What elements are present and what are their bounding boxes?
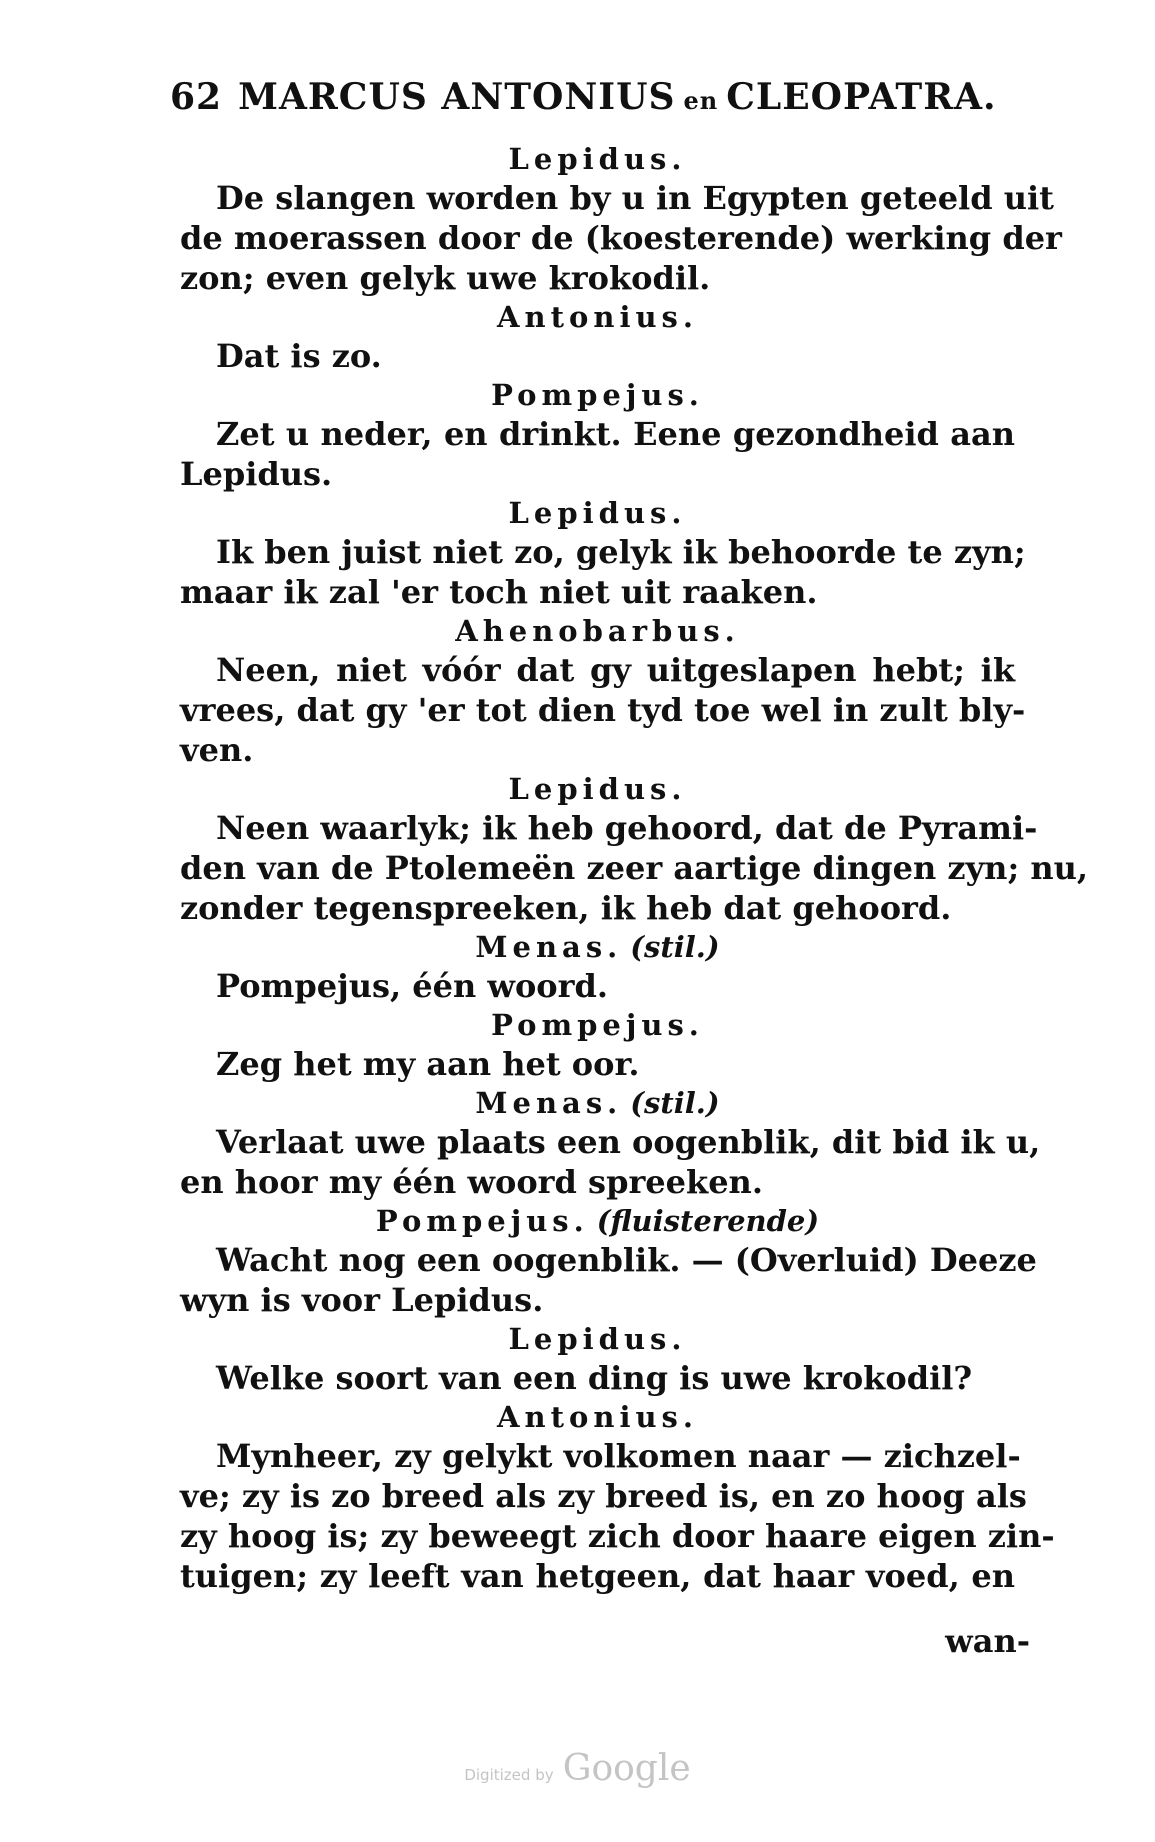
speech-line: Pompejus, één woord. <box>216 967 609 1005</box>
dialogue-block <box>180 928 1015 1006</box>
speaker-name: Pompejus. <box>491 378 704 412</box>
speaker-name: Menas. <box>475 930 623 964</box>
speaker-name: Menas. <box>475 1086 623 1120</box>
speech-line: Mynheer, zy gelykt volkomen naar — zichzel- <box>216 1437 1021 1475</box>
catchword: wan- <box>945 1622 1030 1660</box>
speaker-heading <box>180 1202 1015 1240</box>
running-title-part2: CLEOPATRA. <box>726 76 997 118</box>
dialogue-block <box>180 1202 1037 1320</box>
speech-line: Neen waarlyk; ik heb gehoord, dat de Pyrami- <box>216 809 1038 847</box>
dialogue-block <box>180 298 1015 376</box>
speech-line: Ik ben juist niet zo, gelyk ik behoorde te zyn; <box>216 533 1026 571</box>
dialogue-block <box>180 612 1026 770</box>
speaker-name: Lepidus. <box>508 772 687 806</box>
speech-line: Welke soort van een ding is uwe krokodil? <box>216 1359 973 1397</box>
speaker-name: Pompejus. <box>375 1204 589 1238</box>
speech-line: Neen, niet vóór dat gy uitgeslapen hebt; ik <box>216 651 1015 689</box>
speech <box>180 808 1089 928</box>
dialogue-block <box>180 1006 1015 1084</box>
speech <box>180 966 1015 1006</box>
speaker-name: Lepidus. <box>508 142 687 176</box>
dialogue-block <box>180 140 1062 298</box>
speech-line: zy hoog is; zy beweegt zich door haare eigen zin- <box>180 1517 1055 1555</box>
speaker-heading <box>180 928 1015 966</box>
speech-line: zon; even gelyk uwe krokodil. <box>180 259 711 297</box>
speaker-name: Ahenobarbus. <box>455 614 740 648</box>
speech <box>180 1044 1015 1084</box>
digitization-watermark <box>0 1748 1155 1789</box>
dialogue-block <box>180 494 1026 612</box>
speech <box>180 1122 1041 1202</box>
speech-line: Zet u neder, en drinkt. Eene gezondheid aan <box>216 415 1015 453</box>
stage-direction: (stil.) <box>630 1086 720 1120</box>
speech-line: Dat is zo. <box>216 337 382 375</box>
dialogue-block <box>180 1398 1055 1596</box>
speech-line: wyn is voor Lepidus. <box>180 1281 544 1319</box>
stage-direction: (fluisterende) <box>596 1204 820 1238</box>
speech-line: Wacht nog een oogenblik. — (Overluid) Deeze <box>216 1241 1037 1279</box>
speaker-name: Pompejus. <box>491 1008 704 1042</box>
speech-line: en hoor my één woord spreeken. <box>180 1163 763 1201</box>
speech-line: vrees, dat gy 'er tot dien tyd toe wel in zult bly- <box>180 691 1026 729</box>
speaker-name: Antonius. <box>497 1400 698 1434</box>
speech-line: tuigen; zy leeft van hetgeen, dat haar voed, en <box>180 1557 1015 1595</box>
watermark-prefix: Digitized by <box>464 1766 554 1784</box>
running-title-part1: MARCUS ANTONIUS <box>238 76 676 118</box>
speech-line: den van de Ptolemeën zeer aartige dingen zyn; nu, <box>180 849 1089 887</box>
dialogue-block <box>180 1084 1041 1202</box>
speech <box>180 1358 1015 1398</box>
speech <box>180 414 1015 494</box>
speech-line: zonder tegenspreeken, ik heb dat gehoord. <box>180 889 952 927</box>
speech <box>180 1436 1055 1596</box>
speech-line: maar ik zal 'er toch niet uit raaken. <box>180 573 818 611</box>
speaker-heading <box>180 1084 1015 1122</box>
running-title-connector: en <box>683 86 719 115</box>
speech <box>180 336 1015 376</box>
speech <box>180 532 1026 612</box>
speech-line: Lepidus. <box>180 455 333 493</box>
running-head <box>170 76 997 118</box>
speaker-name: Lepidus. <box>508 496 687 530</box>
speaker-name: Lepidus. <box>508 1322 687 1356</box>
speech-line: ve; zy is zo breed als zy breed is, en zo hoog als <box>180 1477 1027 1515</box>
dialogue-block <box>180 770 1089 928</box>
speech <box>180 1240 1037 1320</box>
speech-line: De slangen worden by u in Egypten geteeld uit <box>216 179 1054 217</box>
speaker-name: Antonius. <box>497 300 698 334</box>
stage-direction: (stil.) <box>630 930 720 964</box>
google-logo: Google <box>562 1748 691 1789</box>
speech-line: de moerassen door de (koesterende) werking der <box>180 219 1062 257</box>
speech-line: ven. <box>180 731 254 769</box>
speech-line: Zeg het my aan het oor. <box>216 1045 640 1083</box>
speech <box>180 178 1062 298</box>
speech <box>180 650 1026 770</box>
dialogue-block <box>180 376 1015 494</box>
dialogue-block <box>180 1320 1015 1398</box>
speech-line: Verlaat uwe plaats een oogenblik, dit bid ik u, <box>216 1123 1041 1161</box>
page-number: 62 <box>170 76 223 118</box>
